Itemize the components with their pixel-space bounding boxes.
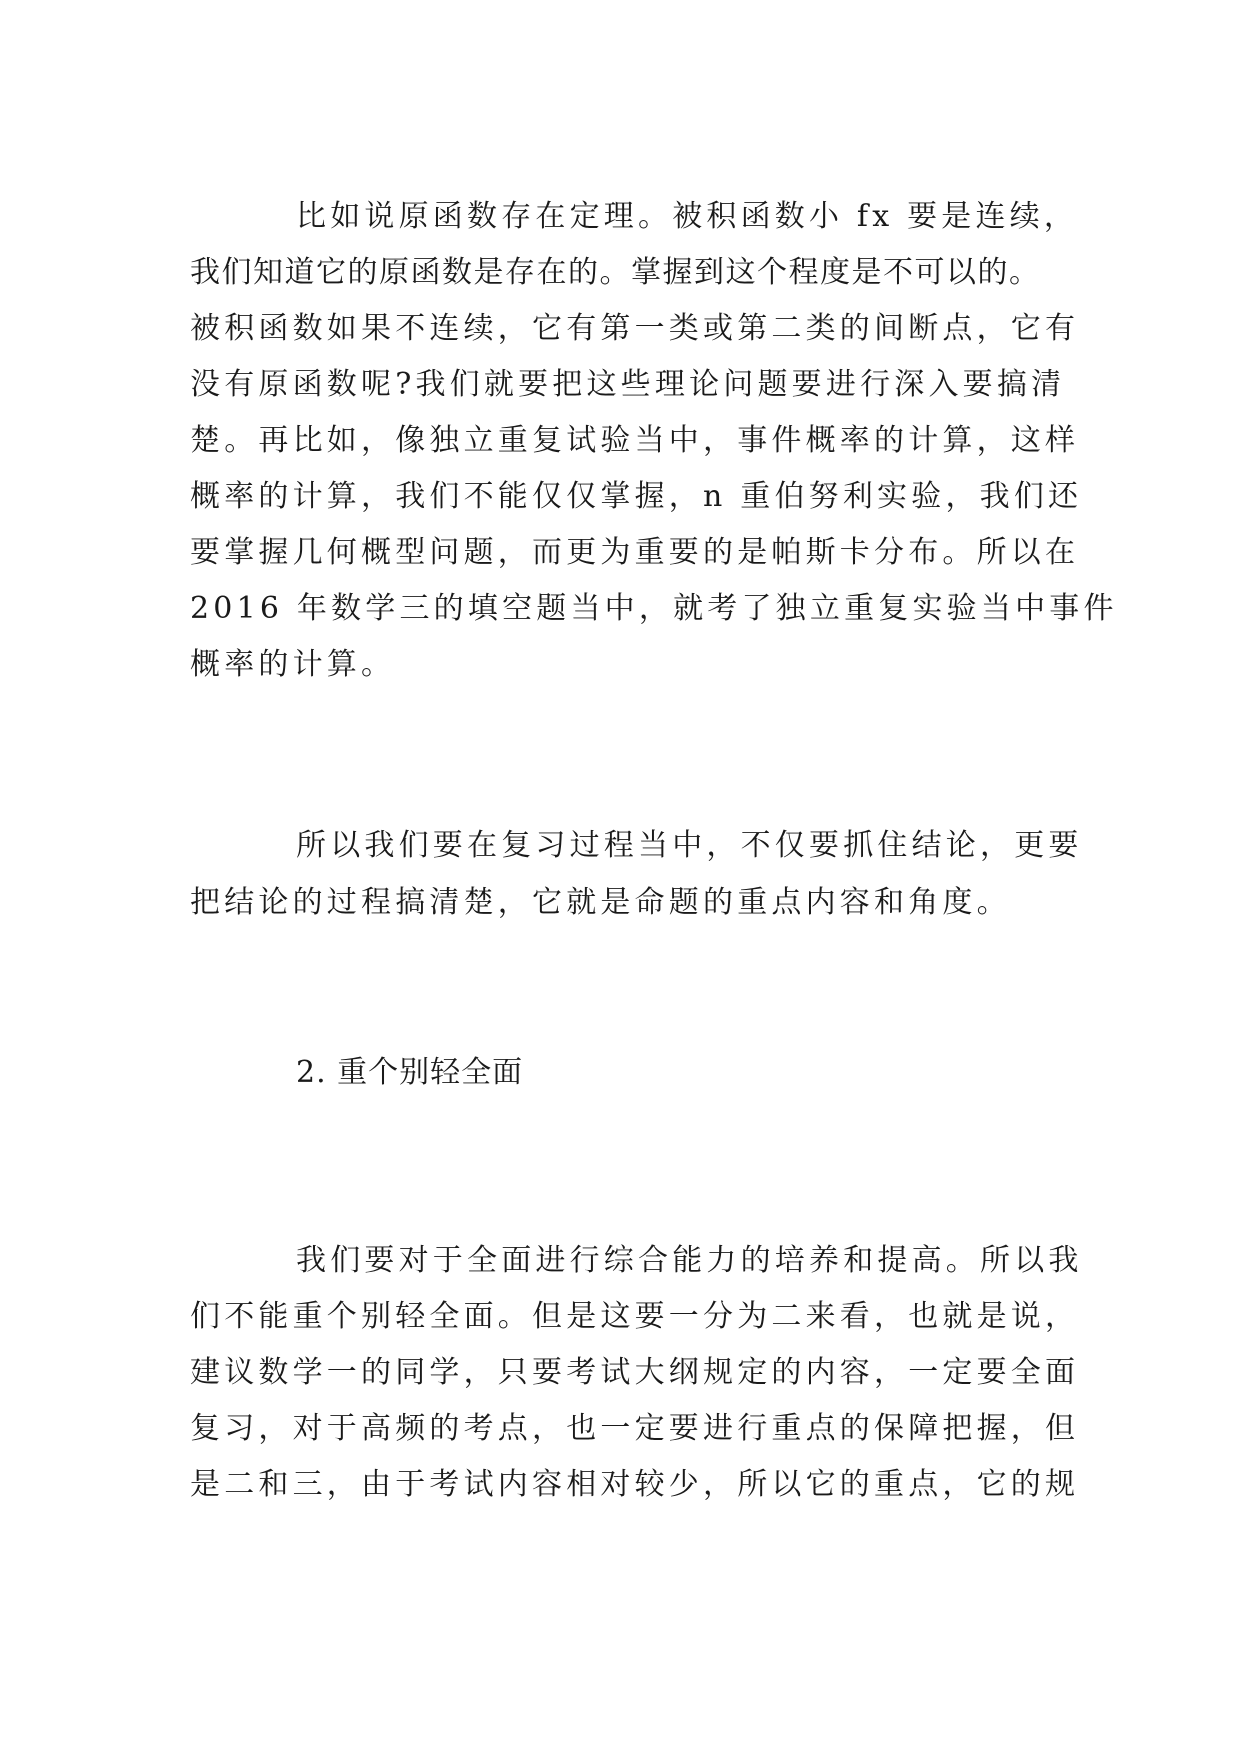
paragraph-line: 所以我们要在复习过程当中，不仅要抓住结论，更要 (296, 828, 1083, 863)
paragraph-line: 是二和三，由于考试内容相对较少，所以它的重点，它的规 (190, 1467, 1080, 1502)
paragraph-line: 楚。再比如，像独立重复试验当中，事件概率的计算，这样 (190, 423, 1080, 458)
heading-text: 2. 重个别轻全面 (296, 1055, 524, 1090)
paragraph-line: 2016 年数学三的填空题当中，就考了独立重复实验当中事件 (190, 591, 1118, 626)
paragraph-line: 我们要对于全面进行综合能力的培养和提高。所以我 (296, 1243, 1083, 1278)
paragraph-line: 概率的计算。 (190, 647, 396, 682)
paragraph-line: 没有原函数呢?我们就要把这些理论问题要进行深入要搞清 (190, 367, 1066, 402)
paragraph-line: 把结论的过程搞清楚，它就是命题的重点内容和角度。 (190, 885, 1011, 920)
paragraph-line: 们不能重个别轻全面。但是这要一分为二来看，也就是说， (190, 1299, 1080, 1334)
paragraph-line: 概率的计算，我们不能仅仅掌握，n 重伯努利实验，我们还 (190, 479, 1083, 514)
paragraph-line: 比如说原函数存在定理。被积函数小 fx 要是连续， (296, 199, 1079, 234)
paragraph-line: 我们知道它的原函数是存在的。掌握到这个程度是不可以的。 (190, 255, 1041, 290)
paragraph-line: 要掌握几何概型问题，而更为重要的是帕斯卡分布。所以在 (190, 535, 1080, 570)
paragraph-line: 复习，对于高频的考点，也一定要进行重点的保障把握，但 (190, 1411, 1080, 1446)
paragraph-line: 建议数学一的同学，只要考试大纲规定的内容，一定要全面 (190, 1355, 1080, 1390)
paragraph-line: 被积函数如果不连续，它有第一类或第二类的间断点，它有 (190, 311, 1080, 346)
